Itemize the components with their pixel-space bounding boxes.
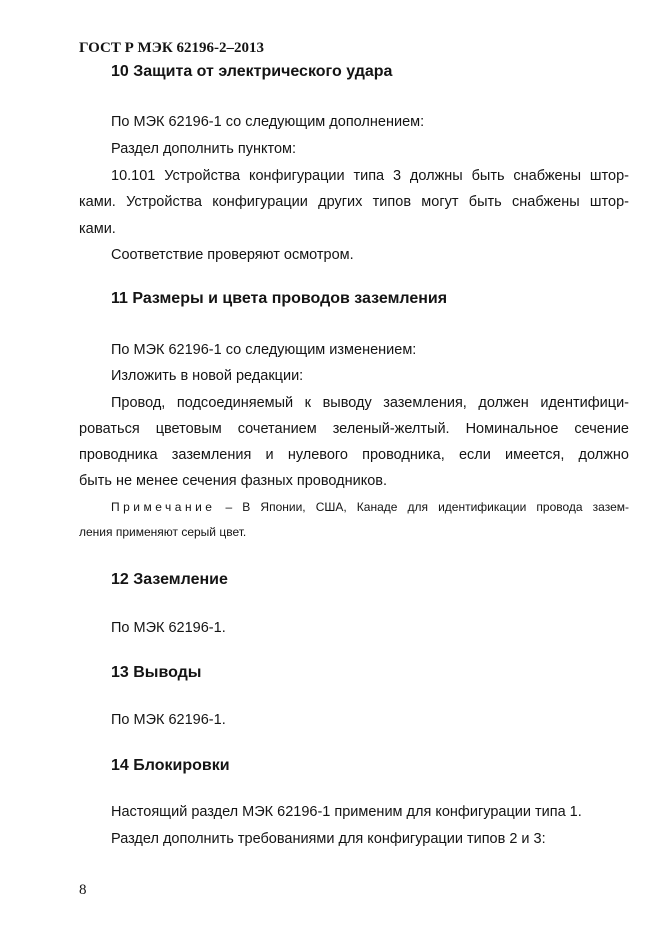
section-11-note-line-2: ления применяют серый цвет. xyxy=(79,525,247,539)
note-label: Примечание xyxy=(111,500,216,514)
section-10-heading: 10 Защита от электрического удара xyxy=(111,63,393,80)
section-10-paragraph-3-line-2: ками. Устройства конфигурации других типов могут быть снабжены штор- xyxy=(79,194,629,210)
section-14-heading: 14 Блокировки xyxy=(111,757,230,774)
section-12-paragraph-1: По МЭК 62196-1. xyxy=(111,620,226,636)
section-14-paragraph-2: Раздел дополнить требованиями для конфигурации типов 2 и 3: xyxy=(111,831,546,847)
section-10-paragraph-2: Раздел дополнить пунктом: xyxy=(111,141,297,157)
standard-header: ГОСТ Р МЭК 62196-2–2013 xyxy=(79,40,264,56)
section-10-paragraph-1: По МЭК 62196-1 со следующим дополнением: xyxy=(111,114,425,130)
section-11-paragraph-3-line-2: роваться цветовым сочетанием зеленый-желтый. Номинальное сечение xyxy=(79,421,629,437)
section-10-paragraph-3-line-1: 10.101 Устройства конфигурации типа 3 должны быть снабжены штор- xyxy=(111,168,629,184)
section-11-paragraph-2: Изложить в новой редакции: xyxy=(111,368,304,384)
section-10-paragraph-3-line-3: ками. xyxy=(79,221,116,237)
section-14-paragraph-1: Настоящий раздел МЭК 62196-1 применим для конфигурации типа 1. xyxy=(111,804,582,820)
section-11-paragraph-3-line-3: проводника заземления и нулевого проводника, если имеется, должно xyxy=(79,447,629,463)
section-11-paragraph-3-line-4: быть не менее сечения фазных проводников. xyxy=(79,473,388,489)
section-10-paragraph-4: Соответствие проверяют осмотром. xyxy=(111,247,354,263)
section-11-note-line-1 xyxy=(111,500,629,514)
section-11-paragraph-1: По МЭК 62196-1 со следующим изменением: xyxy=(111,342,417,358)
section-13-paragraph-1: По МЭК 62196-1. xyxy=(111,712,226,728)
note-text: – В Японии, США, Канаде для идентификации провода зазем- xyxy=(215,500,629,514)
section-13-heading: 13 Выводы xyxy=(111,664,202,681)
section-11-paragraph-3-line-1: Провод, подсоединяемый к выводу заземления, должен идентифици- xyxy=(111,395,629,411)
section-12-heading: 12 Заземление xyxy=(111,571,228,588)
section-11-heading: 11 Размеры и цвета проводов заземления xyxy=(111,290,448,307)
page-number: 8 xyxy=(79,882,87,898)
